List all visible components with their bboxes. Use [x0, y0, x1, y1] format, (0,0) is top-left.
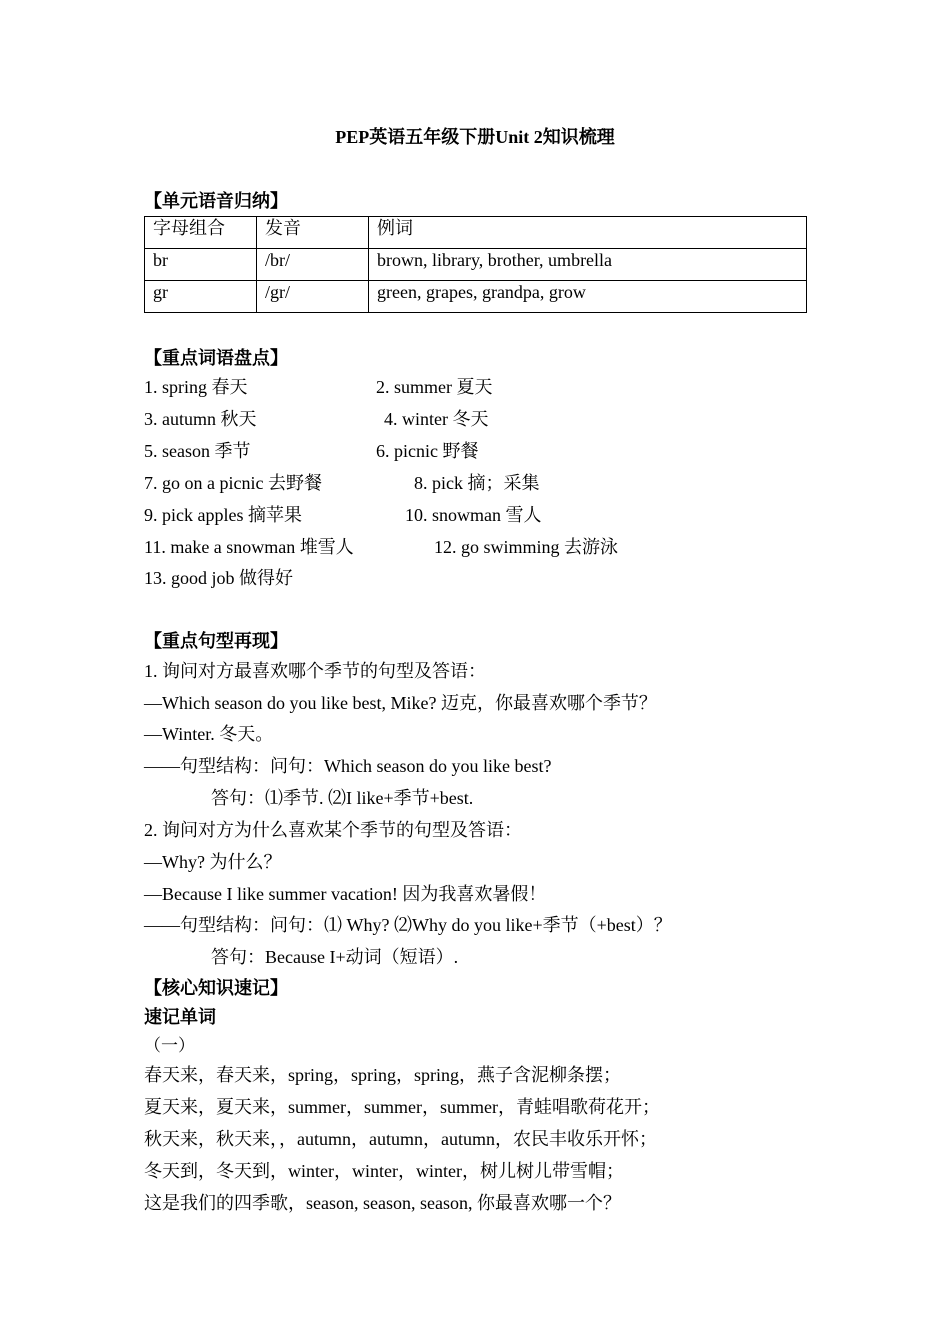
- sentence-line: —Which season do you like best, Mike? 迈克，你最喜欢哪个季节？: [144, 693, 657, 713]
- sentence-line: 答句：⑴季节. ⑵I like+季节+best.: [211, 788, 474, 808]
- vocab-item: 5. season 季节: [144, 441, 251, 461]
- table-cell: green, grapes, grandpa, grow: [369, 281, 807, 313]
- phonics-table: [144, 216, 807, 313]
- memory-line: 春天来，春天来，spring，spring，spring，燕子含泥柳条摆；: [144, 1065, 621, 1085]
- sentence-line: 1. 询问对方最喜欢哪个季节的句型及答语：: [144, 661, 486, 681]
- vocab-item: 12. go swimming 去游泳: [434, 537, 619, 557]
- table-cell: /gr/: [257, 281, 369, 313]
- sentence-line: —Why? 为什么？: [144, 852, 282, 872]
- table-header-row: [145, 217, 807, 249]
- vocab-item: 7. go on a picnic 去野餐: [144, 473, 322, 493]
- vocab-item: 4. winter 冬天: [384, 409, 489, 429]
- vocab-item: 9. pick apples 摘苹果: [144, 505, 302, 525]
- memory-line: 秋天来，秋天来，，autumn，autumn，autumn，农民丰收乐开怀；: [144, 1129, 657, 1149]
- sentence-line: 答句：Because I+动词（短语）.: [211, 947, 459, 967]
- vocab-item: 10. snowman 雪人: [405, 505, 542, 525]
- sentence-line: ——句型结构：问句：Which season do you like best?: [144, 756, 552, 776]
- phonics-heading: 【单元语音归纳】: [144, 191, 288, 211]
- table-cell: /br/: [257, 249, 369, 281]
- table-cell: gr: [145, 281, 257, 313]
- table-row: [145, 249, 807, 281]
- vocab-item: 13. good job 做得好: [144, 568, 294, 588]
- memory-part-label: （一）: [144, 1036, 195, 1055]
- vocab-heading: 【重点词语盘点】: [144, 348, 288, 368]
- table-cell: brown, library, brother, umbrella: [369, 249, 807, 281]
- vocab-item: 11. make a snowman 堆雪人: [144, 537, 354, 557]
- header-cell: 例词: [369, 217, 807, 249]
- sentence-line: —Because I like summer vacation! 因为我喜欢暑假！: [144, 884, 547, 904]
- header-cell: 字母组合: [145, 217, 257, 249]
- table-row: [145, 281, 807, 313]
- memory-heading: 【核心知识速记】: [144, 978, 288, 998]
- document-title: PEP英语五年级下册Unit 2知识梳理: [335, 127, 615, 147]
- sentence-line: ——句型结构：问句：⑴ Why? ⑵Why do you like+季节（+best）？: [144, 915, 672, 935]
- sentence-line: —Winter. 冬天。: [144, 724, 274, 744]
- memory-line: 夏天来，夏天来，summer，summer，summer，青蛙唱歌荷花开；: [144, 1097, 660, 1117]
- vocab-item: 8. pick 摘；采集: [414, 473, 540, 493]
- memory-line: 这是我们的四季歌，season, season, season, 你最喜欢哪一个？: [144, 1193, 621, 1213]
- vocab-item: 1. spring 春天: [144, 377, 248, 397]
- sentences-heading: 【重点句型再现】: [144, 631, 288, 651]
- vocab-item: 2. summer 夏天: [376, 377, 493, 397]
- sentence-line: 2. 询问对方为什么喜欢某个季节的句型及答语：: [144, 820, 522, 840]
- memory-line: 冬天到，冬天到，winter，winter，winter，树儿树儿带雪帽；: [144, 1161, 624, 1181]
- memory-subheading: 速记单词: [144, 1007, 216, 1027]
- table-cell: br: [145, 249, 257, 281]
- vocab-item: 3. autumn 秋天: [144, 409, 257, 429]
- vocab-item: 6. picnic 野餐: [376, 441, 479, 461]
- header-cell: 发音: [257, 217, 369, 249]
